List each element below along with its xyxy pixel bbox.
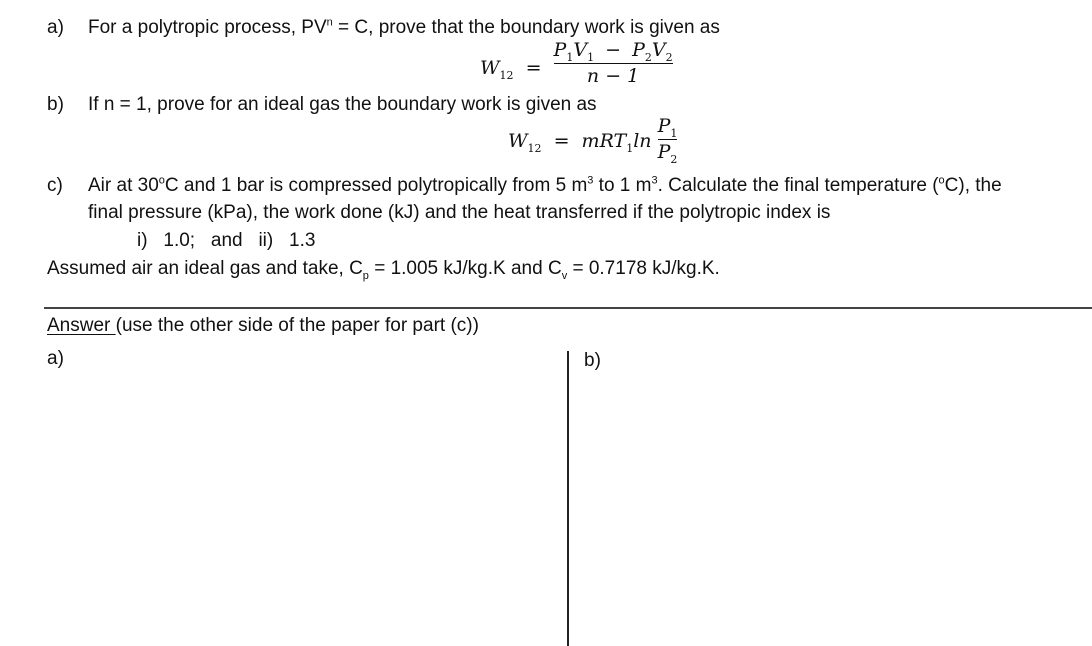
answer-header [47, 316, 479, 335]
part-c-assumption: Assumed air an ideal gas and take, $C_p = 1.005$ kJ/kg.K and $C_v = 0.7178$ kJ/kg.K. [47, 258, 720, 282]
answer-column-divider [567, 351, 569, 646]
answer-col-b-label: b) [584, 350, 601, 371]
answer-note: (use the other side of the paper for part (c)) [115, 315, 479, 336]
part-a-marker: a) [47, 17, 64, 38]
part-a-text: For a polytropic process, $PV^n = C$, prove that the boundary work is given as [88, 16, 720, 38]
answer-col-a-label: a) [47, 348, 64, 369]
part-c-marker: c) [47, 175, 63, 196]
part-b-marker: b) [47, 94, 64, 115]
part-c-index-options: i) 1.0; and ii) 1.3 [137, 230, 316, 251]
part-a-formula: $W_{12}$ = $\frac{P_1V_1 - P_2V_2}{n - 1}$ [480, 39, 673, 88]
part-b-formula: $W_{12} = mRT_1\ln$ $\frac{P_1}{P_2}$ [508, 115, 678, 167]
part-b-text: If n = 1, prove for an ideal gas the boundary work is given as [88, 94, 597, 115]
section-divider [44, 307, 1092, 309]
answer-label: Answer [47, 315, 116, 336]
part-a-fraction: $\frac{P_1V_1 - P_2V_2}{n - 1}$ [553, 39, 673, 88]
part-b-fraction: $\frac{P_1}{P_2}$ [657, 115, 678, 167]
part-c-line1: Air at 30$^o$C and 1 bar is compressed polytropically from 5 $m^3$ to 1 $m^3$. Calculate the final temperature ($^o$C), the [88, 174, 1002, 196]
part-c-line2: final pressure (kPa), the work done (kJ) and the heat transferred if the polytropic index is [88, 202, 831, 223]
